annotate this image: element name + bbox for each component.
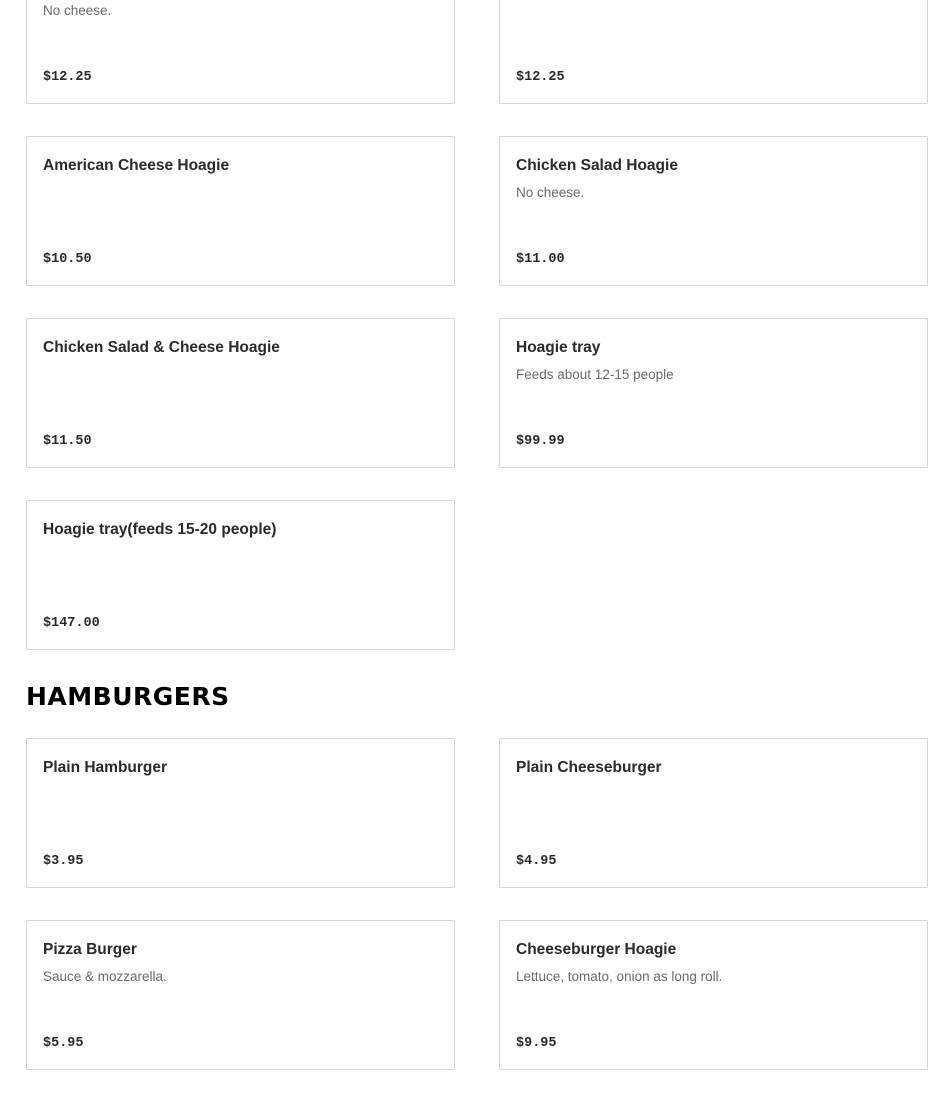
menu-item-description — [43, 548, 438, 566]
menu-item-name: Hoagie tray(feeds 15-20 people) — [43, 521, 277, 538]
menu-item-description: Sauce & mozzarella. — [43, 969, 167, 984]
hamburgers-grid — [26, 738, 928, 1070]
menu-item-description — [43, 366, 438, 384]
menu-item-description: No cheese. — [516, 185, 585, 200]
menu-item-name: Cheeseburger Hoagie — [516, 941, 677, 958]
menu-item-name: American Cheese Hoagie — [43, 157, 230, 174]
menu-item-price: $99.99 — [516, 434, 565, 449]
menu-item-price: $9.95 — [516, 1036, 557, 1051]
menu-item-price: $11.50 — [43, 434, 92, 449]
menu-item-card[interactable] — [26, 920, 455, 1070]
menu-item-card[interactable] — [499, 920, 928, 1070]
menu-item-description — [43, 786, 438, 804]
menu-item-name: Plain Hamburger — [43, 759, 168, 776]
menu-item-card[interactable] — [499, 0, 928, 104]
menu-item-description: Feeds about 12-15 people — [516, 367, 674, 382]
menu-item-price: $11.00 — [516, 252, 565, 267]
menu-item-price: $5.95 — [43, 1036, 84, 1051]
menu-item-description — [516, 2, 911, 20]
menu-item-description — [43, 184, 438, 202]
menu-item-price: $3.95 — [43, 854, 84, 869]
menu-item-card[interactable] — [499, 318, 928, 468]
menu-item-card[interactable] — [26, 738, 455, 888]
menu-item-card[interactable] — [26, 500, 455, 650]
menu-item-price: $4.95 — [516, 854, 557, 869]
menu-item-price: $147.00 — [43, 616, 100, 631]
menu-item-card[interactable] — [26, 136, 455, 286]
menu-item-card[interactable] — [26, 318, 455, 468]
section-title-hamburgers: HAMBURGERS — [26, 682, 230, 711]
menu-item-description: Lettuce, tomato, onion as long roll. — [516, 969, 723, 984]
menu-item-price: $12.25 — [43, 70, 92, 85]
menu-item-description — [516, 786, 911, 804]
menu-item-name: Hoagie tray — [516, 339, 601, 356]
menu-item-name: Plain Cheeseburger — [516, 759, 662, 776]
hoagies-grid — [26, 0, 928, 650]
menu-item-price: $10.50 — [43, 252, 92, 267]
menu-item-name: Chicken Salad & Cheese Hoagie — [43, 339, 280, 356]
menu-item-card[interactable] — [499, 738, 928, 888]
menu-item-name: Pizza Burger — [43, 941, 137, 958]
menu-item-name: Chicken Salad Hoagie — [516, 157, 678, 174]
menu-item-card[interactable] — [499, 136, 928, 286]
menu-item-description: No cheese. — [43, 3, 112, 18]
menu-item-card[interactable] — [26, 0, 455, 104]
menu-item-price: $12.25 — [516, 70, 565, 85]
